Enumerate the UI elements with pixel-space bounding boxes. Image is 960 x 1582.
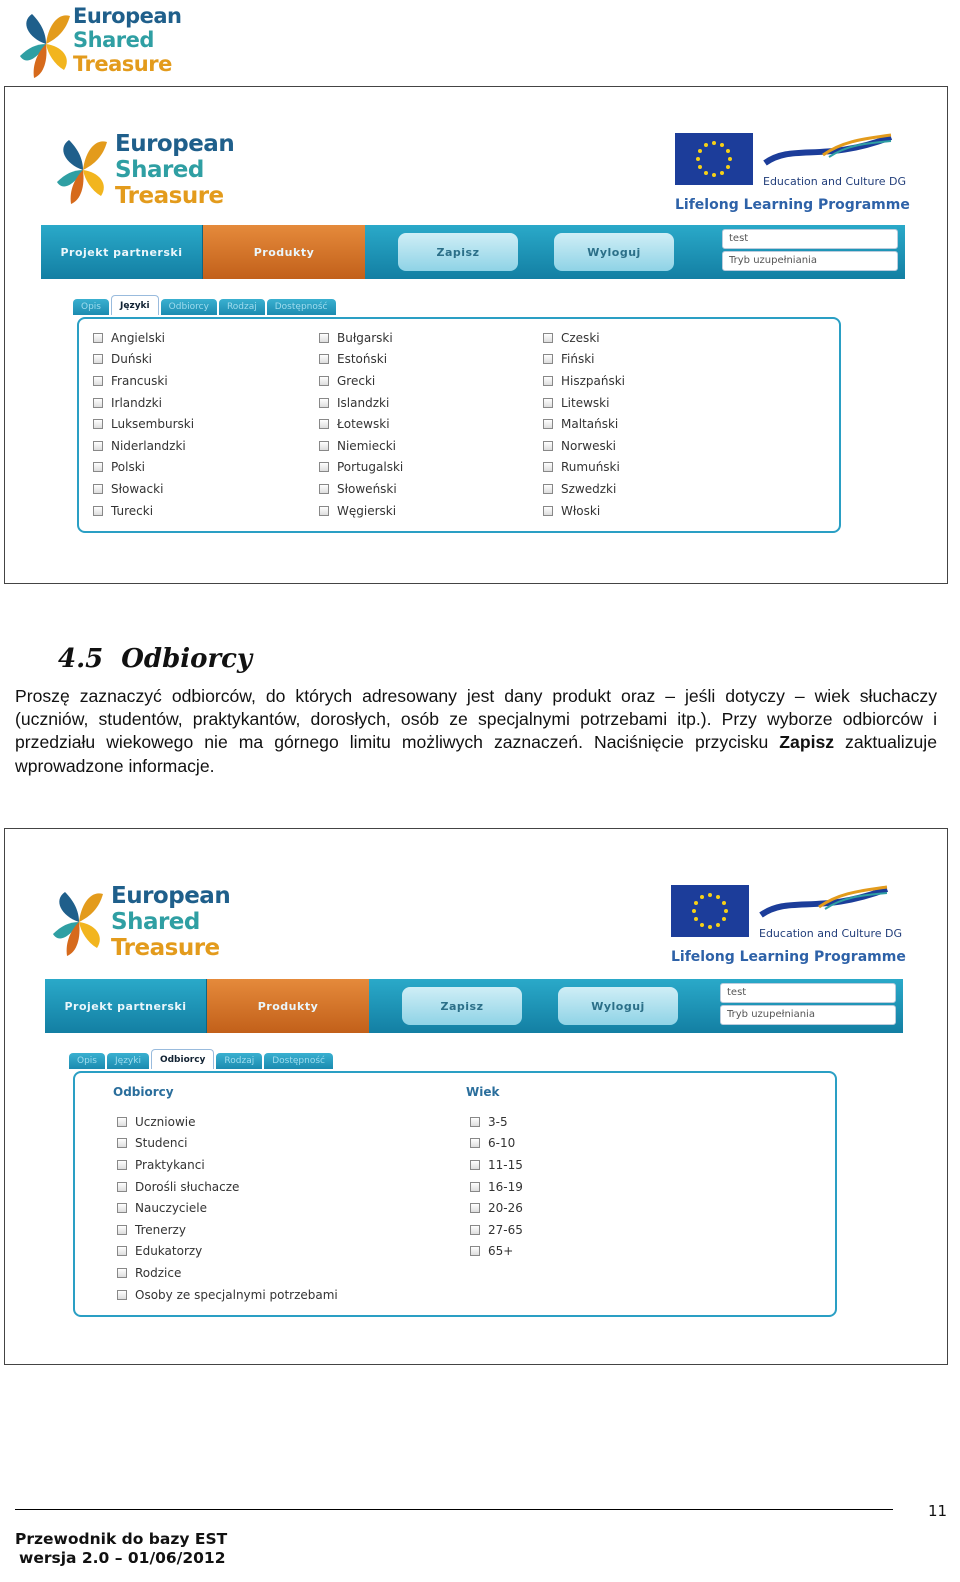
language-label: Włoski [561,503,601,518]
checkbox[interactable] [470,1117,480,1127]
llp-swoosh-icon [759,885,889,925]
age-range-item[interactable] [470,1176,523,1198]
checkbox[interactable] [470,1225,480,1235]
checkbox[interactable] [470,1160,480,1170]
tab-languages[interactable]: Języki [111,295,159,315]
flower-logo-icon [18,8,74,80]
age-range-label: 3-5 [488,1114,508,1129]
checkbox[interactable] [543,506,553,516]
checkbox[interactable] [117,1182,127,1192]
language-item[interactable] [93,349,194,371]
age-range-item[interactable] [470,1111,523,1133]
language-item[interactable] [93,435,194,457]
age-range-item[interactable] [470,1154,523,1176]
checkbox[interactable] [319,354,329,364]
recipient-label: Trenerzy [135,1222,186,1237]
language-item[interactable] [543,500,625,522]
checkbox[interactable] [543,484,553,494]
recipient-item[interactable] [117,1241,338,1263]
recipient-label: Uczniowie [135,1114,196,1129]
language-item[interactable] [543,327,625,349]
recipient-item[interactable] [117,1154,338,1176]
section-title: Odbiorcy [121,644,253,674]
site-logo: European Shared Treasure [55,129,245,219]
language-item[interactable] [543,478,625,500]
age-range-label: 11-15 [488,1157,523,1172]
language-item[interactable] [93,500,194,522]
recipient-item[interactable] [117,1111,338,1133]
language-item[interactable] [93,392,194,414]
age-range-label: 16-19 [488,1179,523,1194]
recipient-label: Dorośli słuchacze [135,1179,240,1194]
language-label: Niderlandzki [111,438,186,453]
section-number: 4.5 [58,644,104,674]
checkbox[interactable] [93,441,103,451]
language-label: Norweski [561,438,616,453]
mode-select[interactable]: Tryb uzupełniania [722,251,898,271]
recipient-item[interactable] [117,1284,338,1306]
language-item[interactable] [319,413,403,435]
tab-languages[interactable]: Języki [107,1053,149,1069]
save-keyword: Zapisz [779,732,835,753]
tab-description[interactable]: Opis [69,1053,105,1069]
language-label: Grecki [337,373,376,388]
recipient-label: Praktykanci [135,1157,205,1172]
logo-text: European Shared Treasure [73,4,182,76]
screenshot-audience [4,828,948,1365]
tab-audience[interactable]: Odbiorcy [161,299,217,315]
checkbox[interactable] [319,376,329,386]
language-item[interactable] [93,370,194,392]
language-label: Irlandzki [111,395,162,410]
recipient-label: Osoby ze specjalnymi potrzebami [135,1287,338,1302]
languages-panel [77,317,841,533]
checkbox[interactable] [470,1138,480,1148]
checkbox[interactable] [319,484,329,494]
recipient-label: Rodzice [135,1265,182,1280]
language-item[interactable] [319,392,403,414]
language-label: Słowacki [111,481,164,496]
tab-availability[interactable]: Dostępność [264,1053,333,1069]
nav-partner-project[interactable]: Projekt partnerski [41,225,203,279]
recipients-heading: Odbiorcy [113,1085,174,1099]
eu-programme-logo [675,133,910,223]
eu-dg-label: Education and Culture DG [759,927,902,940]
search-input[interactable]: test [720,983,896,1003]
language-label: Czeski [561,330,600,345]
recipients-list [117,1111,338,1305]
checkbox[interactable] [93,376,103,386]
age-heading: Wiek [466,1085,500,1099]
recipient-item[interactable] [117,1197,338,1219]
checkbox[interactable] [117,1268,127,1278]
logout-button[interactable]: Wyloguj [558,987,678,1025]
language-item[interactable] [319,327,403,349]
llp-label: Lifelong Learning Programme [675,197,910,213]
nav-products[interactable]: Produkty [203,225,365,279]
language-label: Estoński [337,352,388,367]
screenshot-languages [4,86,948,584]
search-box [720,983,896,1033]
eu-flag-icon [675,133,753,185]
language-label: Hiszpański [561,373,626,388]
checkbox[interactable] [543,419,553,429]
search-box [722,229,898,279]
section-heading [58,644,252,674]
checkbox[interactable] [117,1290,127,1300]
language-label: Węgierski [337,503,397,518]
page-number: 11 [928,1502,948,1520]
language-label: Luksemburski [111,417,195,432]
checkbox[interactable] [117,1160,127,1170]
tab-bar [69,1053,333,1069]
age-range-item[interactable] [470,1133,523,1155]
checkbox[interactable] [543,398,553,408]
language-item[interactable] [543,457,625,479]
language-item[interactable] [543,413,625,435]
audience-panel [73,1071,837,1317]
language-item[interactable] [93,327,194,349]
language-item[interactable] [319,478,403,500]
checkbox[interactable] [543,376,553,386]
checkbox[interactable] [93,484,103,494]
checkbox[interactable] [470,1182,480,1192]
checkbox[interactable] [543,441,553,451]
language-item[interactable] [543,370,625,392]
language-label: Francuski [111,373,168,388]
checkbox[interactable] [319,333,329,343]
footer-title: Przewodnik do bazy EST [15,1530,228,1548]
language-label: Rumuński [561,460,620,475]
age-list [470,1111,523,1262]
language-item[interactable] [93,478,194,500]
languages-column-1 [93,327,194,521]
checkbox[interactable] [93,462,103,472]
language-label: Niemiecki [337,438,396,453]
checkbox[interactable] [319,462,329,472]
language-label: Turecki [111,503,154,518]
languages-column-3 [543,327,625,521]
tab-availability[interactable]: Dostępność [267,299,336,315]
mode-select[interactable]: Tryb uzupełniania [720,1005,896,1025]
language-item[interactable] [93,457,194,479]
languages-column-2 [319,327,403,521]
tab-type[interactable]: Rodzaj [219,299,265,315]
save-button[interactable]: Zapisz [398,233,518,271]
checkbox[interactable] [319,419,329,429]
age-range-label: 6-10 [488,1136,516,1151]
flower-logo-icon [55,129,111,211]
language-item[interactable] [543,392,625,414]
language-label: Polski [111,460,146,475]
recipient-item[interactable] [117,1219,338,1241]
language-item[interactable] [93,413,194,435]
language-item[interactable] [543,435,625,457]
checkbox[interactable] [543,333,553,343]
tab-audience[interactable]: Odbiorcy [151,1049,214,1069]
language-label: Szwedzki [561,481,617,496]
checkbox[interactable] [117,1138,127,1148]
main-navbar [45,979,903,1033]
language-label: Łotewski [337,417,390,432]
age-range-item[interactable] [470,1241,523,1263]
language-label: Duński [111,352,152,367]
checkbox[interactable] [93,419,103,429]
age-range-label: 65+ [488,1244,514,1259]
main-navbar [41,225,905,279]
eu-flag-icon [671,885,749,937]
language-label: Portugalski [337,460,404,475]
language-item[interactable] [319,349,403,371]
language-item[interactable] [319,500,403,522]
language-item[interactable] [543,349,625,371]
site-logo: European Shared Treasure [51,881,241,971]
checkbox[interactable] [93,506,103,516]
language-label: Islandzki [337,395,390,410]
language-label: Słoweński [337,481,397,496]
recipient-label: Edukatorzy [135,1244,203,1259]
age-range-label: 27-65 [488,1222,523,1237]
checkbox[interactable] [117,1225,127,1235]
nav-products[interactable]: Produkty [207,979,369,1033]
eu-dg-label: Education and Culture DG [763,175,906,188]
language-item[interactable] [319,457,403,479]
language-item[interactable] [319,370,403,392]
eu-programme-logo [671,885,906,975]
checkbox[interactable] [117,1246,127,1256]
section-paragraph: Proszę zaznaczyć odbiorców, do których adresowany jest dany produkt oraz – jeśli dotyczy – wiek słuchaczy (uczniów, studentów, praktykantów, dorosłych, osób ze specjalnymi potrzebami itp.). Przy wyborze odbiorców i przedziału wiekowego nie ma górnego limitu możliwych zaznaczeń. Naciśnięcie przycisku Zapisz zaktualizuje wprowadzone informacje. [15,686,937,776]
tab-type[interactable]: Rodzaj [216,1053,262,1069]
page-logo [18,4,188,82]
language-item[interactable] [319,435,403,457]
checkbox[interactable] [319,441,329,451]
checkbox[interactable] [543,354,553,364]
language-label: Fiński [561,352,595,367]
recipient-item[interactable] [117,1176,338,1198]
flower-logo-icon [51,881,107,963]
checkbox[interactable] [93,354,103,364]
language-label: Angielski [111,330,166,345]
tab-description[interactable]: Opis [73,299,109,315]
logout-button[interactable]: Wyloguj [554,233,674,271]
language-label: Litewski [561,395,610,410]
age-range-label: 20-26 [488,1201,523,1216]
save-button[interactable]: Zapisz [402,987,522,1025]
tab-bar [73,299,336,315]
llp-swoosh-icon [763,133,893,173]
checkbox[interactable] [470,1203,480,1213]
nav-partner-project[interactable]: Projekt partnerski [45,979,207,1033]
recipient-label: Studenci [135,1136,188,1151]
llp-label: Lifelong Learning Programme [671,949,906,965]
search-input[interactable]: test [722,229,898,249]
checkbox[interactable] [117,1203,127,1213]
checkbox[interactable] [93,398,103,408]
age-range-item[interactable] [470,1197,523,1219]
checkbox[interactable] [319,506,329,516]
language-label: Maltański [561,417,619,432]
recipient-item[interactable] [117,1262,338,1284]
recipient-label: Nauczyciele [135,1201,207,1216]
checkbox[interactable] [470,1246,480,1256]
checkbox[interactable] [543,462,553,472]
checkbox[interactable] [93,333,103,343]
language-label: Bułgarski [337,330,393,345]
checkbox[interactable] [117,1117,127,1127]
recipient-item[interactable] [117,1133,338,1155]
footer-version: wersja 2.0 – 01/06/2012 [19,1549,226,1567]
age-range-item[interactable] [470,1219,523,1241]
footer-rule [15,1509,893,1510]
checkbox[interactable] [319,398,329,408]
